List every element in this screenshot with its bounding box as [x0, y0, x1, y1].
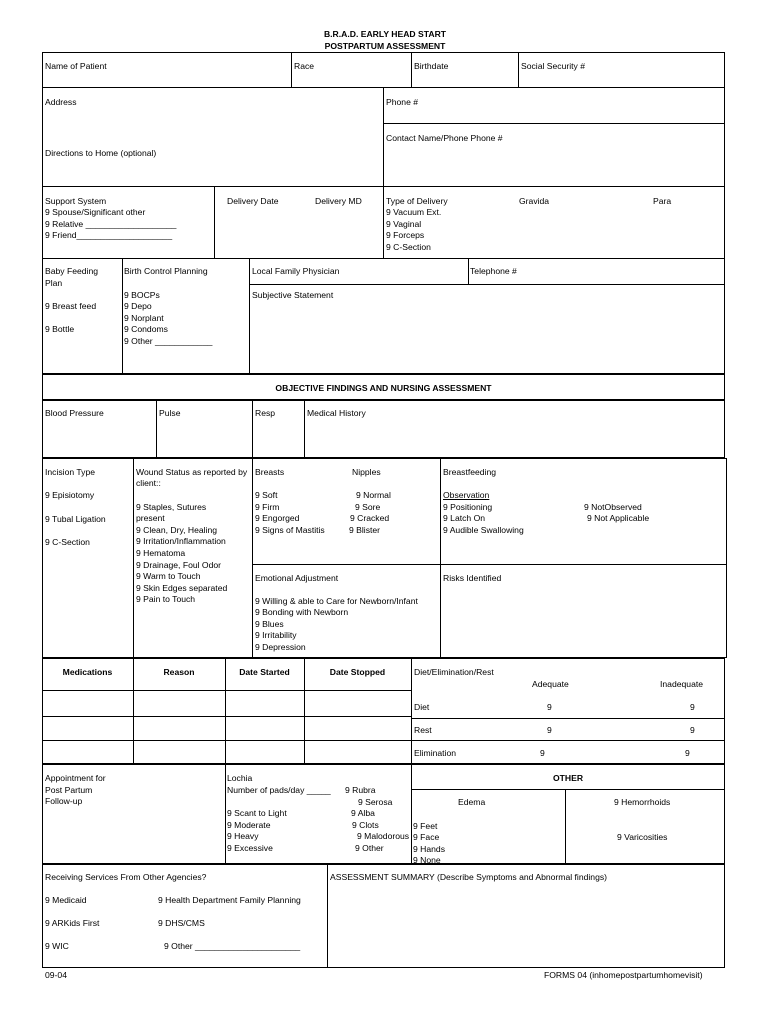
- breasts-option[interactable]: 9 Engorged: [255, 513, 300, 523]
- feeding-option[interactable]: 9 Breast feed: [45, 301, 97, 311]
- breastfeeding-option[interactable]: 9 Positioning: [443, 502, 493, 512]
- contact-field[interactable]: Contact Name/Phone Phone #: [386, 133, 503, 143]
- wound-option[interactable]: 9 Hematoma: [136, 548, 186, 558]
- meds-header-date-started: Date Started: [239, 667, 290, 677]
- emotional-option[interactable]: 9 Bonding with Newborn: [255, 607, 349, 617]
- edema-option[interactable]: 9 Hands: [413, 844, 446, 854]
- breasts-option[interactable]: 9 Signs of Mastitis: [255, 525, 325, 535]
- birth-control-option[interactable]: 9 BOCPs: [124, 290, 160, 300]
- service-option[interactable]: 9 ARKids First: [45, 918, 100, 928]
- meds-header-reason: Reason: [163, 667, 195, 677]
- objective-heading: OBJECTIVE FINDINGS AND NURSING ASSESSMENT: [275, 383, 492, 393]
- nipples-option[interactable]: 9 Normal: [356, 490, 391, 500]
- birth-control-label: Birth Control Planning: [124, 266, 208, 276]
- para-field[interactable]: Para: [653, 196, 672, 206]
- lochia-option[interactable]: 9 Serosa: [358, 797, 393, 807]
- inadequate-header: Inadequate: [660, 679, 704, 689]
- wound-option[interactable]: 9 Irritation/Inflammation: [136, 536, 226, 546]
- nipples-label: Nipples: [352, 467, 381, 477]
- rest-inadequate-checkbox[interactable]: 9: [690, 725, 695, 735]
- form-subtitle: POSTPARTUM ASSESSMENT: [324, 41, 446, 51]
- edema-option[interactable]: 9 None: [413, 855, 441, 863]
- lochia-option[interactable]: 9 Excessive: [227, 843, 273, 853]
- breastfeeding-option[interactable]: 9 Latch On: [443, 513, 486, 523]
- breasts-label: Breasts: [255, 467, 285, 477]
- wound-status-label: client::: [136, 478, 161, 488]
- breasts-option[interactable]: 9 Soft: [255, 490, 278, 500]
- lochia-option[interactable]: 9 Heavy: [227, 831, 259, 841]
- elimination-row-label: Elimination: [414, 748, 457, 758]
- appointment-label: Follow-up: [45, 796, 83, 806]
- rest-row-label: Rest: [414, 725, 432, 735]
- wound-option[interactable]: 9 Warm to Touch: [136, 571, 201, 581]
- wound-option[interactable]: 9 Staples, Sutures: [136, 502, 207, 512]
- birth-control-option[interactable]: 9 Other ____________: [124, 336, 213, 346]
- hemorrhoids-option[interactable]: 9 Hemorrhoids: [614, 797, 671, 807]
- feeding-option[interactable]: 9 Bottle: [45, 324, 75, 334]
- adequate-header: Adequate: [532, 679, 569, 689]
- service-option[interactable]: 9 Other ______________________: [164, 941, 301, 951]
- lochia-option[interactable]: 9 Rubra: [345, 785, 376, 795]
- race-field[interactable]: Race: [294, 61, 315, 71]
- subjective-statement-field[interactable]: Subjective Statement: [252, 290, 334, 300]
- breastfeeding-option[interactable]: 9 NotObserved: [584, 502, 642, 512]
- elimination-adequate-checkbox[interactable]: 9: [540, 748, 545, 758]
- directions-field[interactable]: Directions to Home (optional): [45, 148, 157, 158]
- emotional-option[interactable]: 9 Irritability: [255, 630, 297, 640]
- footer-form-id: FORMS 04 (inhomepostpartumhomevisit): [544, 970, 703, 980]
- patient-name-field[interactable]: Name of Patient: [45, 61, 107, 71]
- vitals-box: [42, 400, 725, 458]
- emotional-option[interactable]: 9 Blues: [255, 619, 284, 629]
- incision-type-label: Incision Type: [45, 467, 96, 477]
- support-option[interactable]: 9 Relative ___________________: [45, 219, 177, 229]
- gravida-field[interactable]: Gravida: [519, 196, 550, 206]
- lochia-option[interactable]: 9 Malodorous: [357, 831, 410, 841]
- nipples-option[interactable]: 9 Blister: [349, 525, 381, 535]
- diet-adequate-checkbox[interactable]: 9: [547, 702, 552, 712]
- edema-option[interactable]: 9 Face: [413, 832, 440, 842]
- form-title: B.R.A.D. EARLY HEAD START: [323, 29, 447, 39]
- medical-history-field[interactable]: Medical History: [307, 408, 366, 418]
- delivery-type-option[interactable]: 9 Forceps: [386, 230, 425, 240]
- phone-field[interactable]: Phone #: [386, 97, 419, 107]
- diet-elimination-label: Diet/Elimination/Rest: [414, 667, 494, 677]
- incision-option[interactable]: 9 Episiotomy: [45, 490, 95, 500]
- lochia-option[interactable]: 9 Alba: [351, 808, 375, 818]
- other-heading: OTHER: [552, 773, 584, 783]
- ssn-field[interactable]: Social Security #: [521, 61, 586, 71]
- feeding-plan-label: Plan: [45, 278, 63, 288]
- pads-per-day-field[interactable]: Number of pads/day _____: [227, 785, 331, 795]
- physician-field[interactable]: Local Family Physician: [252, 266, 340, 276]
- resp-field[interactable]: Resp: [255, 408, 276, 418]
- lochia-label: Lochia: [227, 773, 253, 783]
- wound-option[interactable]: 9 Clean, Dry, Healing: [136, 525, 218, 535]
- elimination-inadequate-checkbox[interactable]: 9: [685, 748, 690, 758]
- emotional-option[interactable]: 9 Willing & able to Care for Newborn/Infant: [255, 596, 418, 606]
- meds-header-medications: Medications: [62, 667, 113, 677]
- support-system-label: Support System: [45, 196, 107, 206]
- service-option[interactable]: 9 Health Department Family Planning: [158, 895, 301, 905]
- wound-option[interactable]: 9 Skin Edges separated: [136, 583, 228, 593]
- delivery-type-option[interactable]: 9 C-Section: [386, 242, 431, 252]
- lochia-option[interactable]: 9 Other: [355, 843, 384, 853]
- nipples-option[interactable]: 9 Cracked: [350, 513, 390, 523]
- rest-adequate-checkbox[interactable]: 9: [547, 725, 552, 735]
- delivery-type-label: Type of Delivery: [386, 196, 448, 206]
- meds-header-date-stopped: Date Stopped: [329, 667, 386, 677]
- feeding-plan-label: Baby Feeding: [45, 266, 99, 276]
- services-label: Receiving Services From Other Agencies?: [45, 872, 207, 882]
- delivery-type-option[interactable]: 9 Vacuum Ext.: [386, 207, 442, 217]
- delivery-md-field[interactable]: Delivery MD: [315, 196, 362, 206]
- address-field[interactable]: Address: [45, 97, 77, 107]
- edema-option-clip: [413, 855, 441, 863]
- lochia-option[interactable]: 9 Clots: [352, 820, 379, 830]
- breastfeeding-option[interactable]: 9 Not Applicable: [587, 513, 650, 523]
- lochia-option[interactable]: 9 Moderate: [227, 820, 271, 830]
- incision-option[interactable]: 9 C-Section: [45, 537, 90, 547]
- lochia-option[interactable]: 9 Scant to Light: [227, 808, 287, 818]
- appointment-label: Post Partum: [45, 785, 93, 795]
- pulse-field[interactable]: Pulse: [159, 408, 181, 418]
- wound-option[interactable]: 9 Drainage, Foul Odor: [136, 560, 222, 570]
- observation-label: Observation: [443, 490, 490, 500]
- risks-identified-field[interactable]: Risks Identified: [443, 573, 502, 583]
- nipples-option[interactable]: 9 Sore: [355, 502, 381, 512]
- birthdate-field[interactable]: Birthdate: [414, 61, 449, 71]
- breasts-option[interactable]: 9 Firm: [255, 502, 280, 512]
- diet-inadequate-checkbox[interactable]: 9: [690, 702, 695, 712]
- footer-date: 09-04: [45, 970, 67, 980]
- edema-option[interactable]: 9 Feet: [413, 821, 438, 831]
- service-option[interactable]: 9 WIC: [45, 941, 69, 951]
- breastfeeding-label: Breastfeeding: [443, 467, 497, 477]
- delivery-date-field[interactable]: Delivery Date: [227, 196, 279, 206]
- wound-option[interactable]: 9 Pain to Touch: [136, 594, 196, 604]
- edema-label: Edema: [458, 797, 486, 807]
- emotional-option[interactable]: 9 Depression: [255, 642, 306, 652]
- wound-option-cont: present: [136, 513, 165, 523]
- support-option[interactable]: 9 Spouse/Significant other: [45, 207, 146, 217]
- birth-control-option[interactable]: 9 Condoms: [124, 324, 168, 334]
- support-option[interactable]: 9 Friend____________________: [45, 230, 173, 240]
- birth-control-option[interactable]: 9 Norplant: [124, 313, 164, 323]
- service-option[interactable]: 9 Medicaid: [45, 895, 87, 905]
- birth-control-option[interactable]: 9 Depo: [124, 301, 152, 311]
- assessment-summary-field[interactable]: ASSESSMENT SUMMARY (Describe Symptoms and Abnormal findings): [330, 872, 608, 882]
- incision-option[interactable]: 9 Tubal Ligation: [45, 514, 106, 524]
- wound-status-label: Wound Status as reported by: [136, 467, 248, 477]
- varicosities-option[interactable]: 9 Varicosities: [617, 832, 668, 842]
- emotional-adjustment-label: Emotional Adjustment: [255, 573, 339, 583]
- breastfeeding-option[interactable]: 9 Audible Swallowing: [443, 525, 524, 535]
- delivery-type-option[interactable]: 9 Vaginal: [386, 219, 422, 229]
- service-option[interactable]: 9 DHS/CMS: [158, 918, 205, 928]
- telephone-field[interactable]: Telephone #: [470, 266, 517, 276]
- diet-row-label: Diet: [414, 702, 430, 712]
- appointment-label: Appointment for: [45, 773, 106, 783]
- blood-pressure-field[interactable]: Blood Pressure: [45, 408, 104, 418]
